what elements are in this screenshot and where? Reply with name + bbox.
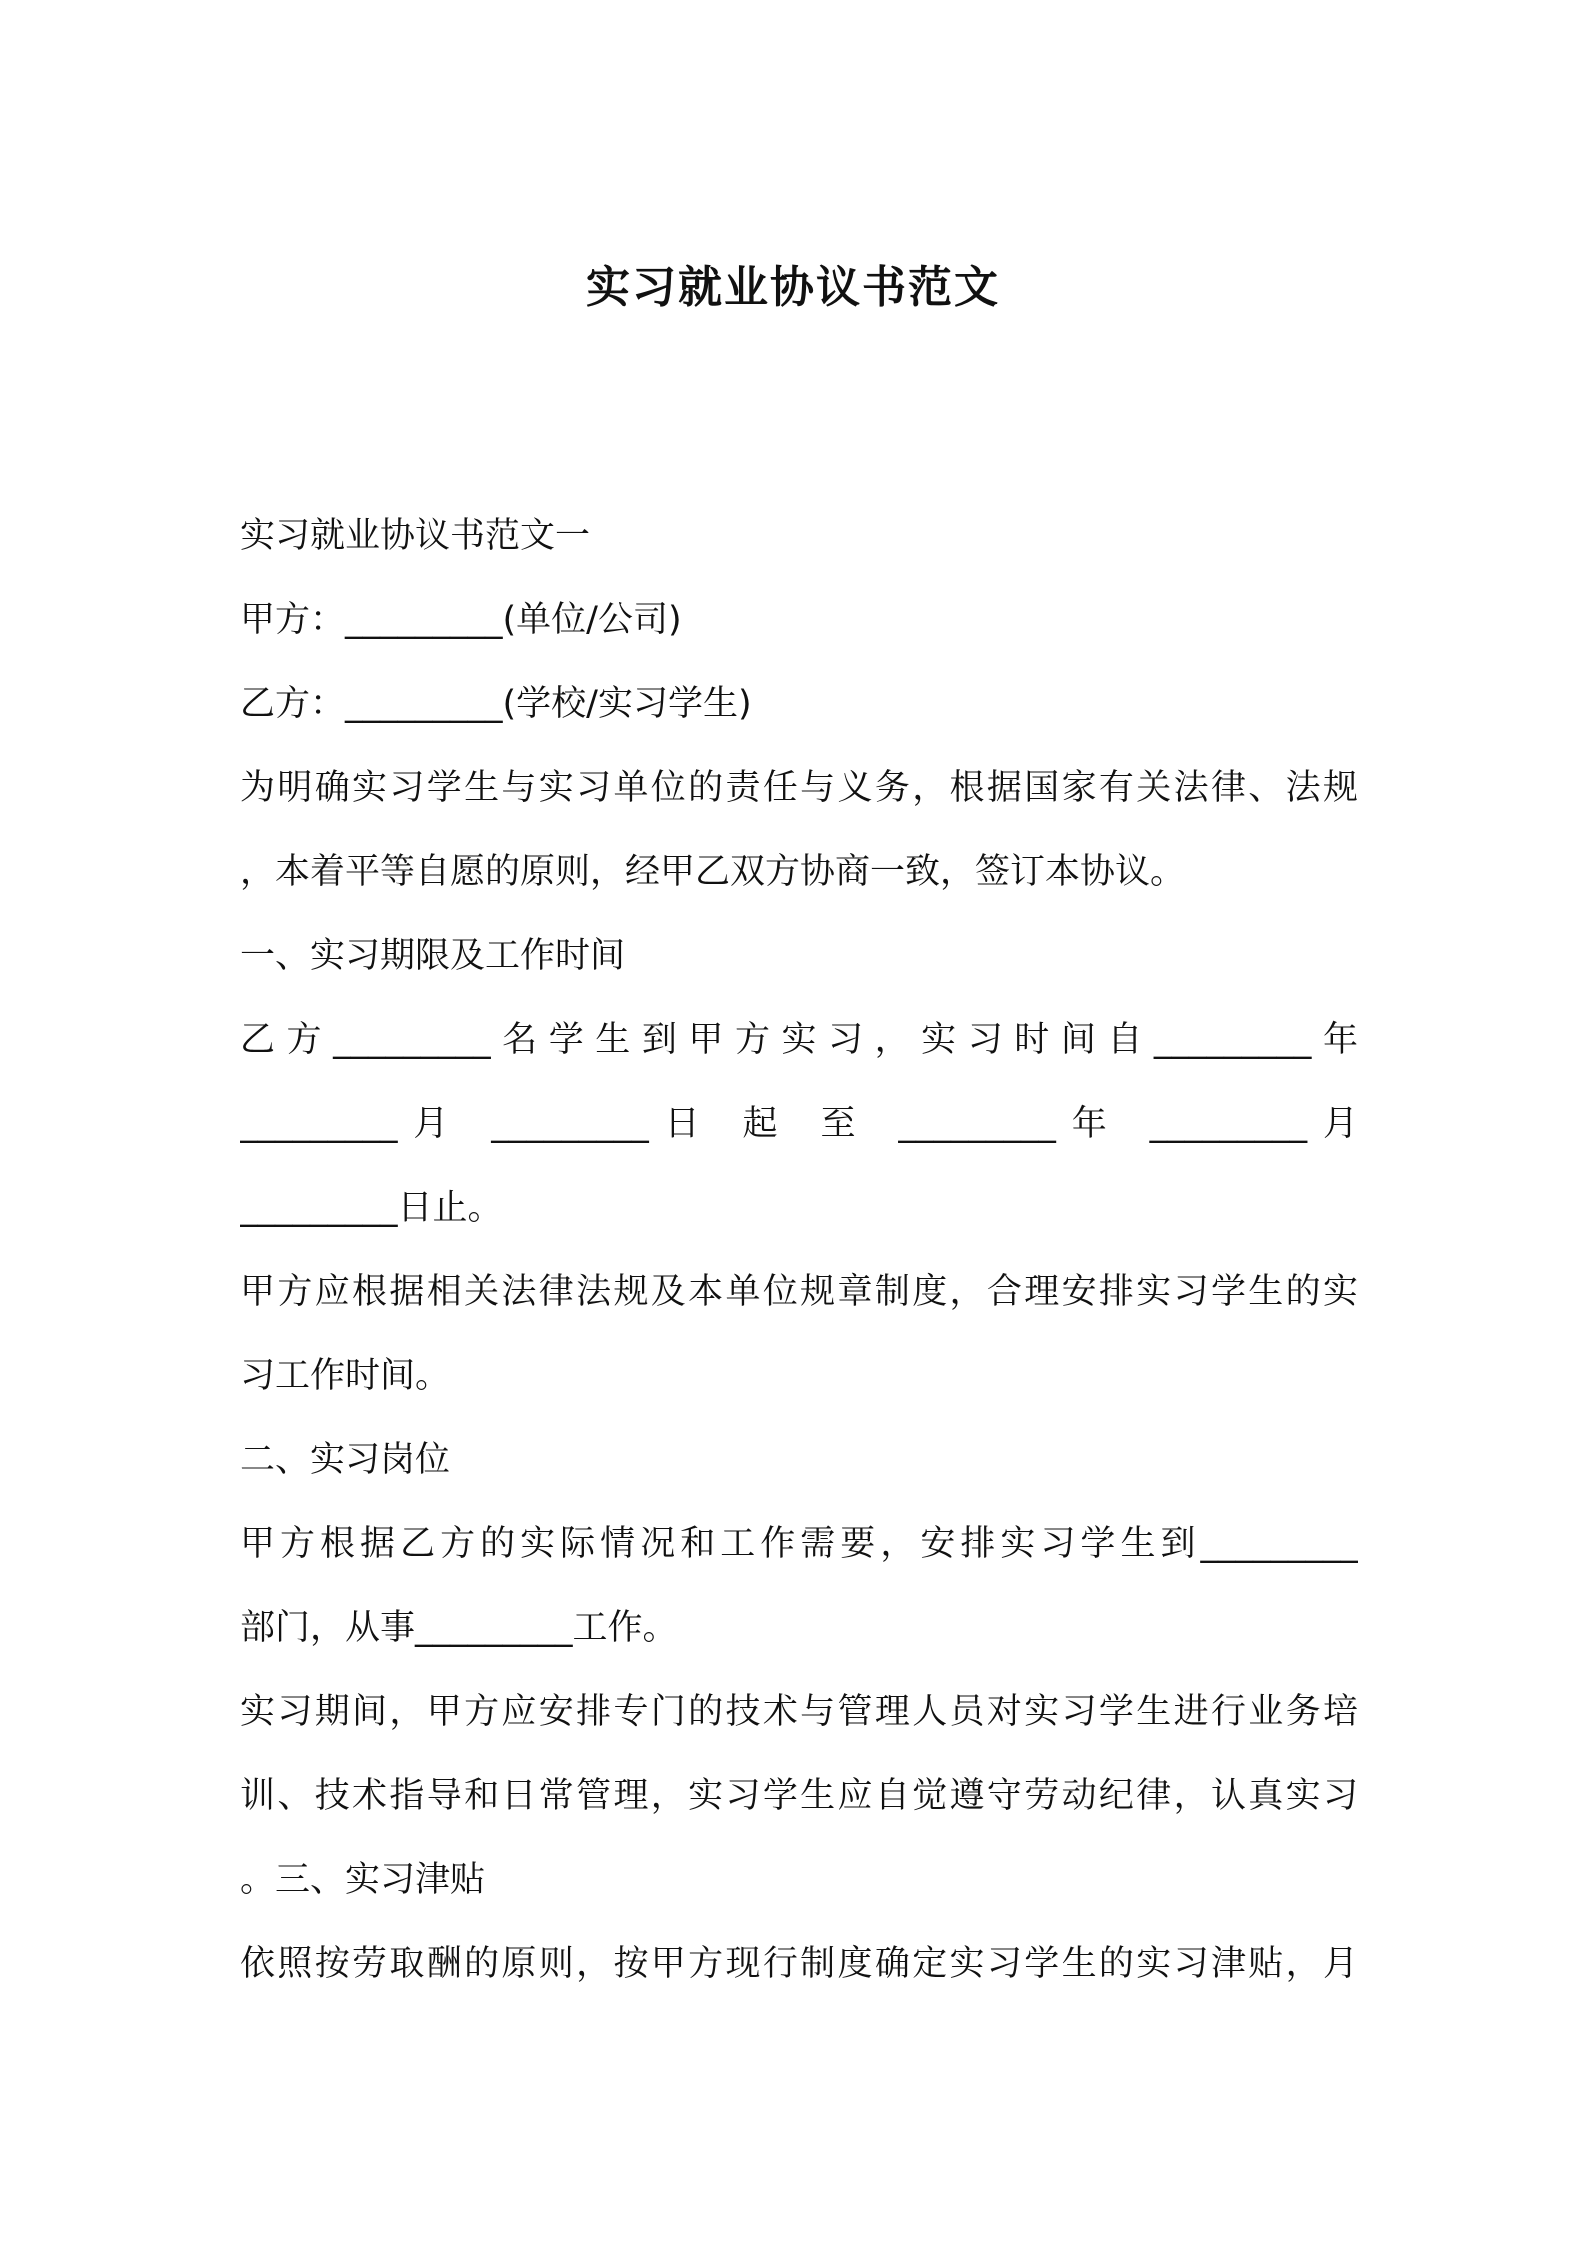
section-heading-position: 二、实习岗位	[240, 1440, 451, 1480]
position-paragraph-line-2: 部门，从事_________工作。	[240, 1608, 678, 1648]
document-body	[240, 494, 1358, 2006]
section-heading-sample-one: 实习就业协议书范文一	[240, 516, 591, 556]
period-paragraph-line-3: _________日止。	[240, 1188, 503, 1228]
section-heading-period: 一、实习期限及工作时间	[240, 936, 626, 976]
position-paragraph-line-1: 甲方根据乙方的实际情况和工作需要，安排实习学生到_________	[240, 1524, 1358, 1564]
purpose-paragraph-line-1: 为明确实习学生与实习单位的责任与义务，根据国家有关法律、法规	[240, 768, 1358, 808]
allowance-paragraph-line-1: 依照按劳取酬的原则，按甲方现行制度确定实习学生的实习津贴，月	[240, 1944, 1358, 1984]
party-a-line: 甲方：_________(单位/公司)	[240, 600, 682, 640]
work-time-paragraph-line-2: 习工作时间。	[240, 1356, 451, 1396]
document-title: 实习就业协议书范文	[586, 262, 1000, 313]
purpose-paragraph-line-2: ，本着平等自愿的原则，经甲乙双方协商一致，签订本协议。	[240, 852, 1186, 892]
party-b-line: 乙方：_________(学校/实习学生)	[240, 684, 752, 724]
section-heading-allowance: 。三、实习津贴	[240, 1860, 486, 1900]
management-paragraph-line-2: 训、技术指导和日常管理，实习学生应自觉遵守劳动纪律，认真实习	[240, 1776, 1358, 1816]
management-paragraph-line-1: 实习期间，甲方应安排专门的技术与管理人员对实习学生进行业务培	[240, 1692, 1358, 1732]
period-paragraph-line-1: 乙方_________名学生到甲方实习，实习时间自_________年	[240, 1020, 1358, 1060]
work-time-paragraph-line-1: 甲方应根据相关法律法规及本单位规章制度，合理安排实习学生的实	[240, 1272, 1358, 1312]
period-paragraph-line-2: _________月 _________日 起 至 _________年 _________月	[240, 1104, 1358, 1144]
